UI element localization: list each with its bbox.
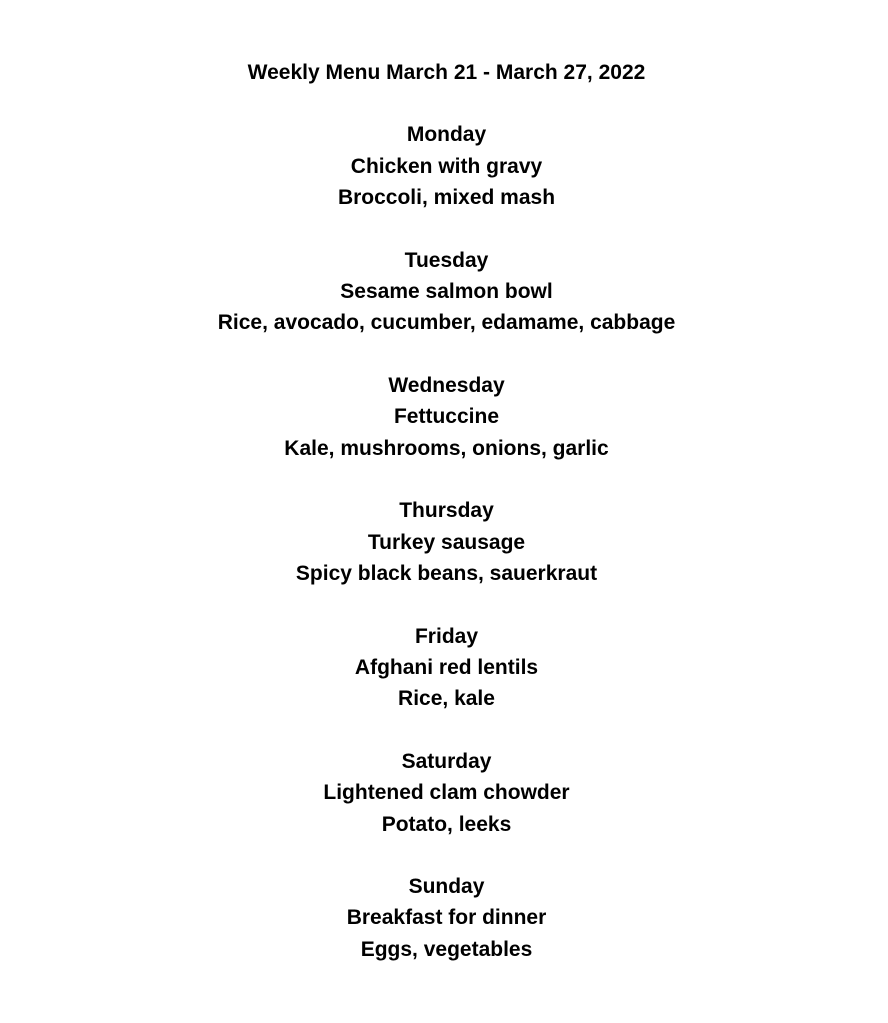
side-dishes: Kale, mushrooms, onions, garlic: [284, 437, 609, 460]
side-dishes: Rice, kale: [398, 687, 495, 710]
main-dish: Sesame salmon bowl: [340, 280, 553, 303]
day-name: Sunday: [408, 875, 485, 898]
day-name: Friday: [414, 625, 479, 648]
main-dish: Fettuccine: [393, 405, 500, 428]
day-name: Tuesday: [404, 249, 489, 272]
main-dish: Lightened clam chowder: [323, 781, 570, 804]
main-dish: Afghani red lentils: [354, 656, 539, 679]
side-dishes: Eggs, vegetables: [360, 938, 533, 961]
menu-title: Weekly Menu March 21 - March 27, 2022: [247, 61, 646, 84]
main-dish: Chicken with gravy: [350, 155, 543, 178]
main-dish: Turkey sausage: [367, 531, 526, 554]
side-dishes: Rice, avocado, cucumber, edamame, cabbage: [217, 311, 676, 334]
main-dish: Breakfast for dinner: [346, 906, 547, 929]
side-dishes: Potato, leeks: [381, 813, 512, 836]
side-dishes: Broccoli, mixed mash: [337, 186, 556, 209]
day-name: Thursday: [399, 499, 494, 522]
side-dishes: Spicy black beans, sauerkraut: [295, 562, 598, 585]
day-name: Monday: [406, 123, 487, 146]
day-name: Saturday: [401, 750, 492, 773]
day-name: Wednesday: [388, 374, 505, 397]
